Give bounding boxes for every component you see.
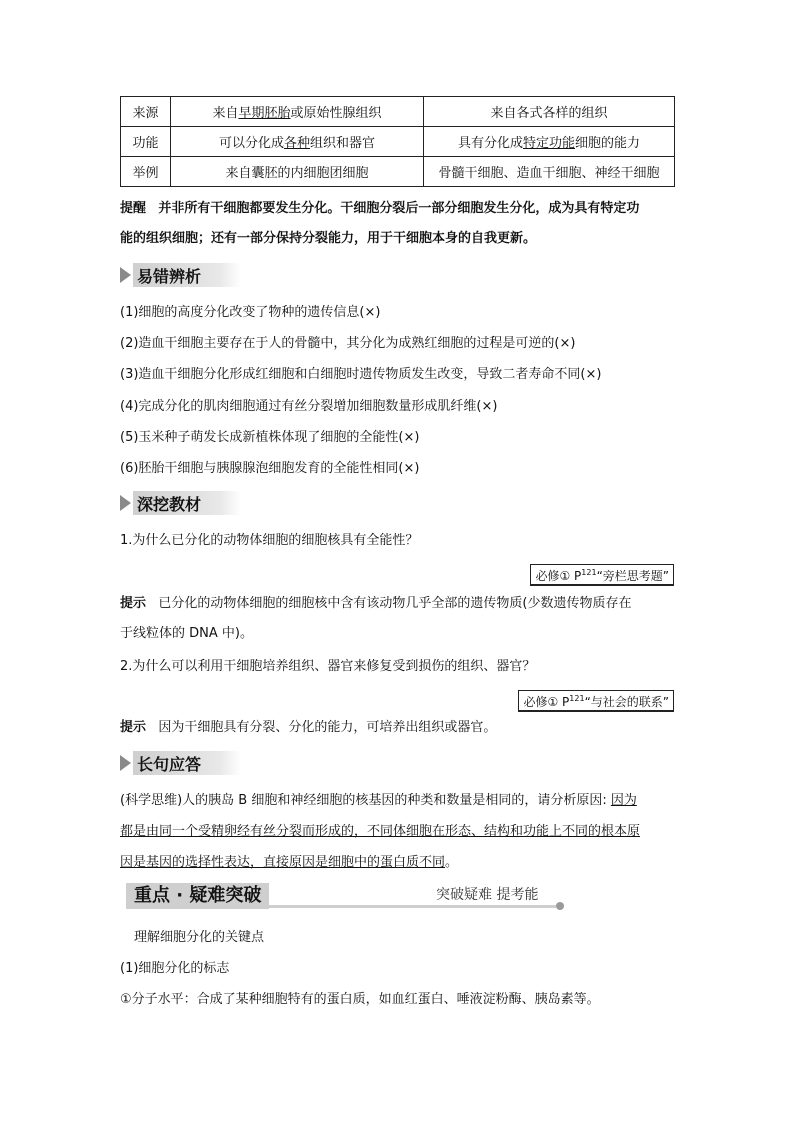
row-head: 举例 [121, 157, 171, 187]
section-header-long-answer: 长句应答 [120, 751, 241, 775]
question-1: 1.为什么已分化的动物体细胞的细胞核具有全能性？ [120, 533, 419, 548]
cell: 来自囊胚的内细胞团细胞 [171, 157, 424, 187]
list-item: (1)细胞分化的标志 [120, 961, 230, 976]
cell: 骨髓干细胞、造血干细胞、神经干细胞 [424, 157, 675, 187]
key-points-title: 重点 · 疑难突破 [126, 883, 269, 909]
dot-icon [556, 902, 564, 910]
cell: 可以分化成各种组织和器官 [171, 127, 424, 157]
table-row [121, 157, 675, 187]
long-answer-line3: 因是基因的选择性表达，直接原因是细胞中的蛋白质不同。 [120, 855, 459, 870]
table-row [121, 127, 675, 157]
arrow-icon [120, 267, 131, 283]
section-header-textbook: 深挖教材 [120, 491, 241, 515]
answer-1-line2: 于线粒体的 DNA 中)。 [120, 626, 253, 641]
reference-box-2: 必修① $P^{121}“$与社会的联系” [518, 690, 674, 712]
answer-2: 提示 因为干细胞具有分裂、分化的能力，可培养出组织或器官。 [120, 720, 497, 735]
section-header-errors: 易错辨析 [120, 263, 241, 287]
key-points-banner [120, 883, 570, 909]
answer-1: 提示 已分化的动物体细胞的细胞核中含有该动物几乎全部的遗传物质(少数遗传物质存在 [120, 596, 632, 611]
cell: 来自各式各样的组织 [424, 97, 675, 127]
arrow-icon [120, 495, 131, 511]
table-row [121, 97, 675, 127]
reference-box-1: 必修① $P^{121}“$旁栏思考题” [530, 564, 674, 586]
list-item: (5)玉米种子萌发长成新植株体现了细胞的全能性(×) [120, 430, 420, 445]
comparison-table [120, 96, 675, 187]
list-item: ①分子水平：合成了某种细胞特有的蛋白质，如血红蛋白、唾液淀粉酶、胰岛素等。 [120, 992, 600, 1007]
tip-paragraph-line2: 能的组织细胞；还有一部分保持分裂能力，用于干细胞本身的自我更新。 [120, 231, 537, 246]
list-item: (2)造血干细胞主要存在于人的骨髓中，其分化为成熟红细胞的过程是可逆的(×) [120, 336, 576, 351]
long-answer-line2: 都是由同一个受精卵经有丝分裂而形成的，不同体细胞在形态、结构和功能上不同的根本原 [120, 824, 641, 839]
arrow-icon [120, 755, 131, 771]
list-item: (1)细胞的高度分化改变了物种的遗传信息(×) [120, 305, 381, 320]
tip-paragraph: 提醒 并非所有干细胞都要发生分化。干细胞分裂后一部分细胞发生分化，成为具有特定功 [120, 201, 640, 216]
list-item: (6)胚胎干细胞与胰腺腺泡细胞发育的全能性相同(×) [120, 461, 420, 476]
cell: 来自早期胚胎或原始性腺组织 [171, 97, 424, 127]
question-2: 2.为什么可以利用干细胞培养组织、器官来修复受到损伤的组织、器官？ [120, 659, 536, 674]
list-item: (3)造血干细胞分化形成红细胞和白细胞时遗传物质发生改变，导致二者寿命不同(×) [120, 367, 602, 382]
cell: 具有分化成特定功能细胞的能力 [424, 127, 675, 157]
list-item: (4)完成分化的肌肉细胞通过有丝分裂增加细胞数量形成肌纤维(×) [120, 399, 498, 414]
key-points-subtitle: 突破疑难 提考能 [436, 887, 539, 903]
row-head: 来源 [121, 97, 171, 127]
key-points-heading: 理解细胞分化的关键点 [134, 930, 265, 945]
row-head: 功能 [121, 127, 171, 157]
long-answer-line1: (科学思维)人的胰岛 B 细胞和神经细胞的核基因的种类和数量是相同的，请分析原因: 因为 [120, 793, 637, 808]
